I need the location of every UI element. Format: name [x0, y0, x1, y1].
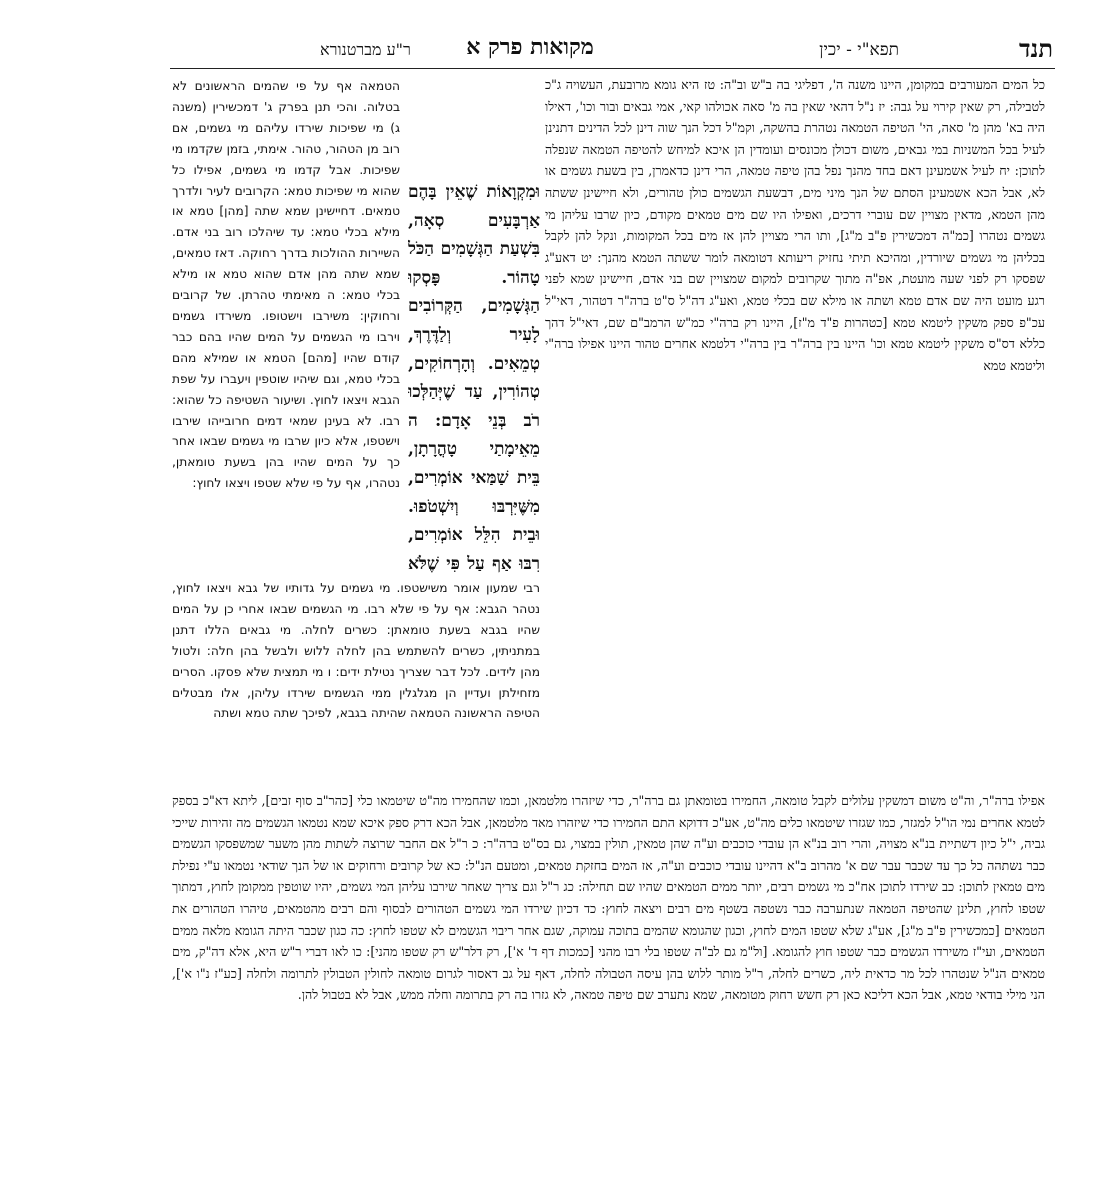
mishnah-section [408, 178, 540, 583]
mishnah-paragraph: וּמִקְוָאוֹת שֶׁאֵין בָּהֶם אַרְבָּעִים סְאָה, בִּשְׁעַת הַגְּשָׁמִים הַכֹּל טָהוֹר. פָּסְקוּ הַגְּשָׁמִים, הַקְּרוֹבִים לָעִיר וְלַדֶּרֶךְ, טְמֵאִים. וְהָרְחוֹקִים, טְהוֹרִין, עַד שֶׁיְּהַלְּכוּ רֹב בְּנֵי אָדָם: ה מֵאֵימָתַי טָהֳרָתָן, בֵּית שַׁמַּאי אוֹמְרִים, מִשֶּׁיִּרְבּוּ וְיִשְׁטֹפוּ. וּבֵית הִלֵּל אוֹמְרִים, רִבּוּ אַף עַל פִּי שֶׁלֹּא [408, 182, 540, 574]
tiferet-full-width [172, 790, 1045, 1170]
page-title: מקואות פרק א [466, 34, 594, 60]
bartenura-lower-text: רבי שמעון אומר משישטפו. מי גשמים על גדותיו של גבא ויצאו לחוץ, נטהר הגבא: אף על פי שלא רבו. מי הגשמים שבאו אחרי כן על המים שהיו בגבא בשעת טומאתן: כשרים לחלה. מי גבאים הללו דתנן במתניתין, כשרים להשתמש בהן לחלה ללוש ולבשל בהן חלה: ולטול מהן לידים. לכל דבר שצריך נטילת ידים: ו מי תמצית שלא פסקו. הסרים מזחילתן ועדיין הן מגלגלין ממי הגשמים שירדו עליהן, אלו מבטלים הטיפה הראשונה הטמאה שהיתה בגבא, לפיכך שתה טמא ושתה [172, 581, 540, 721]
bartenura-upper-column [172, 76, 400, 576]
bartenura-upper-text: הטמאה אף על פי שהמים הראשונים לא בטלוה. והכי תנן בפרק ג' דמכשירין (משנה ג) מי שפיכות שירדו עליהם מי גשמים, אם רוב מן הטהור, טהור. אימתי, בזמן שקדמו מי שפיכות. אבל קדמו מי גשמים, אפילו כל שהוא מי שפיכות טמא: הקרובים לעיר ולדרך טמאים. דחיישינן שמא שתה [מהן] טמא או מילא בכלי טמא: עד שיהלכו רוב בני אדם. השיירות ההולכות בדרך רחוקה. דאז טמאים, שמא שתה מהן אדם שהוא טמא או מילא בכלי טמא: ה מאימתי טהרתן. של קרובים ורחוקין: משירבו וישטופו. משירדו גשמים וירבו מי הגשמים על המים שהיו בהם כבר קודם שהיו [מהם] הטמא או שמילא מהם בכלי טמא, וגם שיהיו שוטפין ויעברו על שפת הגבא ויצאו לחוץ. ושיעור השטיפה כל שהוא: רבו. לא בעינן שמאי דמים חרובייהו שירבו וישטפו, אלא כיון שרבו מי גשמים שבאו אחר כך על המים שהיו בהן בשעת טומאתן, נטהרו, אף על פי שלא שטפו ויצאו לחוץ: [172, 79, 400, 491]
page-number: תנד [1019, 34, 1053, 63]
header-rule [170, 68, 1055, 69]
tiferet-full-width-text: אפילו ברה"ר, וה"ט משום דמשקין עלולים לקבל טומאה, החמירו בטומאתן גם ברה"ר, כדי שיזהרו מלטמאן, וכמו שהחמירו מה"ט שיטמאו כלי [כהר"ב סוף זבים], ליתא דא"כ בספק לטמא אחרים נמי הו"ל למגזר, כמו שגזרו שיטמאו כלים מה"ט, אע"כ דדוקא התם החמירו כדי שיזהרו מאד מלטמאן, אבל הכא דרק ספק איכא שמא נטמאו הגשמים מה זהירות שייכי גביה, י"ל כיון דשתיית בנ"א מצויה, והרי רוב בנ"א הן עובדי כוכבים וע"ה שהן טמאין, תולין במצוי, גם בס"ט ברה"ר: כ ר"ל אם החבר שרוצה לשתות מהן משער שמשפסקו הגשמים כבר נשתהה כל כך עד שכבר עבר שם א' מהרוב ב"א דהיינו עובדי כוכבים וע"ה, אז המים בחזקת טמאים, ומטעם הנ"ל: כא של קרובים ורחוקים או של הנך שודאי נטמאו ע"י נפילת מים טמאין לתוכן: כב שירדו לתוכן אח"כ מי גשמים רבים, יותר ממים הטמאים שהיו שם תחילה: כג ר"ל וגם צריך שאחר שירבו עליהן המי גשמים, יהיו שוטפין ממקומן לחוץ, דמתוך שטפו לחוץ, תלינן שהטיפה הטמאה שנתערבה כבר נשטפה בשטף מים רבים ויצאה לחוץ: כד דכיון שירדו המי גשמים הטהורים לבסוף והם רבים מהטמאים, טיהרו הטהורים את הטמאים [כמכשירין פ"ב מ"ג], אע"ג שלא שטפו המים לחוץ, וכגון שהגומא שהמים בתוכה עמוקה, שגם אחר ריבוי הגשמים לא שטפו לחוץ: כה כגון שכבר היתה הגומא מלאה ממים הטמאים, ועי"ז משירדו הגשמים כבר שטפו חוץ להגומא. [ול"מ גם לב"ה שטפו בלי רבו מהני [כמכות דף ד' א'], רק דלר"ש רק שטפו מהני]: כו לאו דברי ר"ש היא, אלא דה"ק, מים טמאים הנ"ל שנטהרו לכל מר כדאית ליה, כשרים לחלה, ר"ל מותר ללוש בהן עיסה הטבולה לחלה, דאף על גב דאסור לגרום טומאה לחולין הטבולין לתרומה ולחלה [כע"ז נ"ו א'], הני מילי בודאי טמא, אבל הכא דליכא כאן רק חשש רחוק מטומאה, שמא נתערב שם טיפה טמאה, לא גזרו בה רק בתרומה וחלה ממש, אבל לא בטבול להן. [172, 793, 1045, 1003]
commentary-header-bartenura: ר"ע מברטנורא [320, 40, 411, 59]
bartenura-lower-column [172, 578, 540, 788]
tiferet-right-column [545, 74, 1045, 790]
commentary-header-tiferet: תפא"י - יכין [819, 40, 899, 60]
tiferet-right-text: כל המים המעורבים במקומן, היינו משנה ה', דפליגי בה ב"ש וב"ה: טז היא גומא מרובעת, העשויה ג"כ לטבילה, רק שאין קירוי על גבה: יז נ"ל דהאי שאין בה מ' סאה אכולהו קאי, אמי גבאים ובור וכו', דאילו היה בא' מהן מ' סאה, הי' הטיפה הטמאה נטהרת בהשקה, וקמ"ל דכל הנך שוה דינן לכל הדינים דתנינן לעיל בכל המשניות במי גבאים, משום דכולן מכונסים ועומדין הן איכא למיחש להטיפה הטמאה שנפלה לתוכן: יח לעיל אשמעינן דאם בחד מהנך נפל בהן טיפה טמאה, הרי דינן כדאמרן, בין בשעת גשמים או לא, אבל הכא אשמעינן הסתם של הנך מיני מים, דבשעת הגשמים כולן טהורים, ולא חיישינן ששתה מהן הטמא, מדאין מצויין שם עוברי דרכים, ואפילו היו שם מים טמאים מקודם, כיון שרבו עליהן מי גשמים נטהרו [כמ"ה דמכשירין פ"ב מ"ג], ותו הרי מצויין להן אז מים בכל המקומות, ונקל להן לקבל בכליהן מי גשמים שיורדין, ומהיכא תיתי נחזיק ריעותא דטומאה לומר ששתה הטמא מהנך: יט דאע"ג שפסקו רק לפני שעה מועטת, אפ"ה מתוך שקרובים למקום שמצויין שם בני אדם, חיישינן שמא לפני רגע מועט היה שם אדם טמא ושתה או מילא שם בכלי טמא, ואע"ג דה"ל ס"ט ברה"ר דטהור, דאי"ל עכ"פ ספק משקין ליטמא טמא [כטהרות פ"ד מ"ז], היינו רק ברה"י כמ"ש הרמב"ם שם, דאי"ל דהך כללא דס"ס משקין ליטמא טמא וכו' היינו בין ברה"ר בין ברה"י דלטמא אחרים טהור היינו אפילו ברה"י וליטמא טמא [545, 77, 1045, 373]
